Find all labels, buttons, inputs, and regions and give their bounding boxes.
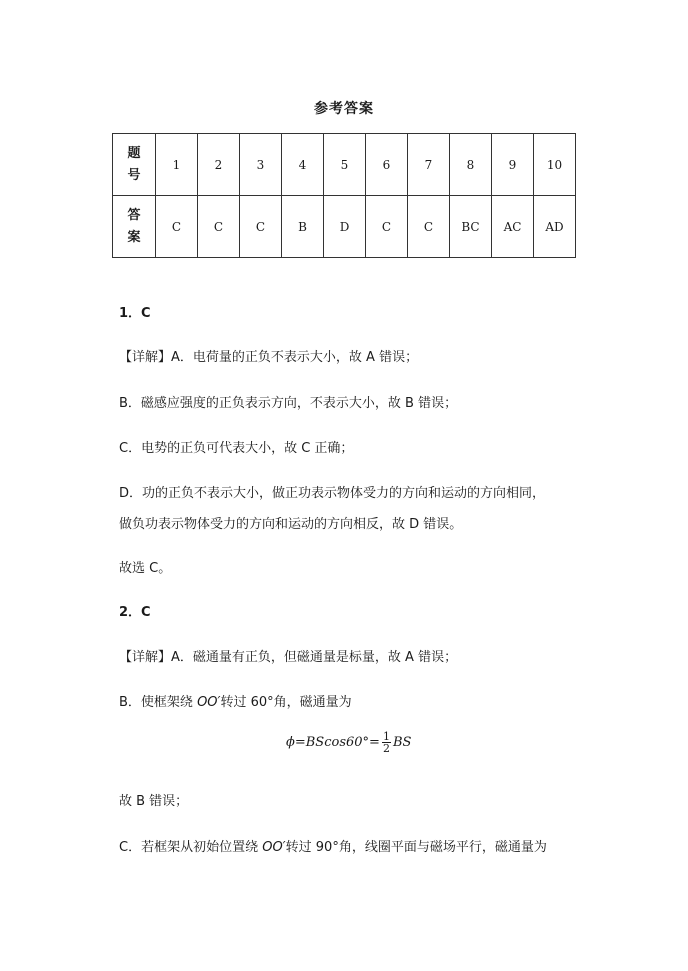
answer-cell: B bbox=[282, 196, 324, 258]
question-number-cell: 7 bbox=[408, 134, 450, 196]
question-number-cell: 2 bbox=[198, 134, 240, 196]
fraction bbox=[382, 731, 391, 754]
question-number-cell: 8 bbox=[450, 134, 492, 196]
question-number-cell: 3 bbox=[240, 134, 282, 196]
detail-tag: 【详解】 bbox=[119, 650, 172, 665]
row-header-question-number bbox=[113, 134, 156, 196]
answer-cell: C bbox=[366, 196, 408, 258]
question-number-cell: 4 bbox=[282, 134, 324, 196]
detail-tag: 【详解】 bbox=[119, 350, 172, 365]
question-number-cell: 6 bbox=[366, 134, 408, 196]
axis-symbol: OO′ bbox=[262, 840, 286, 855]
answer-cell: C bbox=[240, 196, 282, 258]
q1-option-c: C．电势的正负可代表大小，故 C 正确； bbox=[119, 441, 354, 456]
q2-option-a bbox=[119, 646, 457, 665]
answer-cell: C bbox=[408, 196, 450, 258]
q2-heading: 2．C bbox=[119, 605, 151, 620]
fraction-numerator: 1 bbox=[382, 730, 390, 743]
question-number-cell: 9 bbox=[492, 134, 534, 196]
question-number-cell: 10 bbox=[534, 134, 576, 196]
page-title: 参考答案 bbox=[314, 101, 374, 117]
q1-option-a-text: A．电荷量的正负不表示大小，故 A 错误； bbox=[171, 350, 419, 365]
q2-option-b-text: 转过 60°角，磁通量为 bbox=[220, 695, 352, 710]
fraction-denominator: 2 bbox=[382, 742, 390, 755]
formula-right: BS bbox=[392, 735, 412, 750]
q1-conclusion: 故选 C。 bbox=[119, 561, 172, 576]
table-row-answers bbox=[113, 196, 576, 258]
q2-option-b-result: 故 B 错误； bbox=[119, 794, 189, 809]
answer-cell: AD bbox=[534, 196, 576, 258]
q1-heading: 1．C bbox=[119, 306, 151, 321]
q2-option-b bbox=[119, 691, 352, 710]
axis-symbol: OO′ bbox=[197, 695, 221, 710]
row-header-char: 题 bbox=[127, 145, 141, 161]
row-header-answer bbox=[113, 196, 156, 258]
question-number-cell: 5 bbox=[324, 134, 366, 196]
q2-option-c bbox=[119, 836, 547, 855]
q1-option-b: B．磁感应强度的正负表示方向，不表示大小，故 B 错误； bbox=[119, 396, 458, 411]
answer-cell: C bbox=[198, 196, 240, 258]
answer-cell: C bbox=[156, 196, 198, 258]
row-header-char: 案 bbox=[127, 229, 141, 245]
row-header-char: 答 bbox=[127, 207, 141, 223]
question-number-cell: 1 bbox=[156, 134, 198, 196]
q2-option-c-text: 转过 90°角，线圈平面与磁场平行，磁通量为 bbox=[285, 840, 547, 855]
answer-cell: AC bbox=[492, 196, 534, 258]
q1-option-d-line2: 做负功表示物体受力的方向和运动的方向相反，故 D 错误。 bbox=[119, 517, 463, 532]
q2-option-c-text: C．若框架从初始位置绕 bbox=[119, 840, 263, 855]
formula-left: ϕ=BScos60°= bbox=[286, 735, 380, 750]
answer-cell: BC bbox=[450, 196, 492, 258]
answer-cell: D bbox=[324, 196, 366, 258]
row-header-char: 号 bbox=[127, 167, 141, 183]
answer-table bbox=[112, 133, 576, 258]
q2-option-b-text: B．使框架绕 bbox=[119, 695, 198, 710]
q1-option-a bbox=[119, 346, 418, 365]
table-row-numbers bbox=[113, 134, 576, 196]
q1-option-d-line1: D．功的正负不表示大小，做正功表示物体受力的方向和运动的方向相同， bbox=[119, 486, 546, 501]
q2-option-a-text: A．磁通量有正负，但磁通量是标量，故 A 错误； bbox=[171, 650, 458, 665]
flux-formula bbox=[286, 731, 411, 754]
